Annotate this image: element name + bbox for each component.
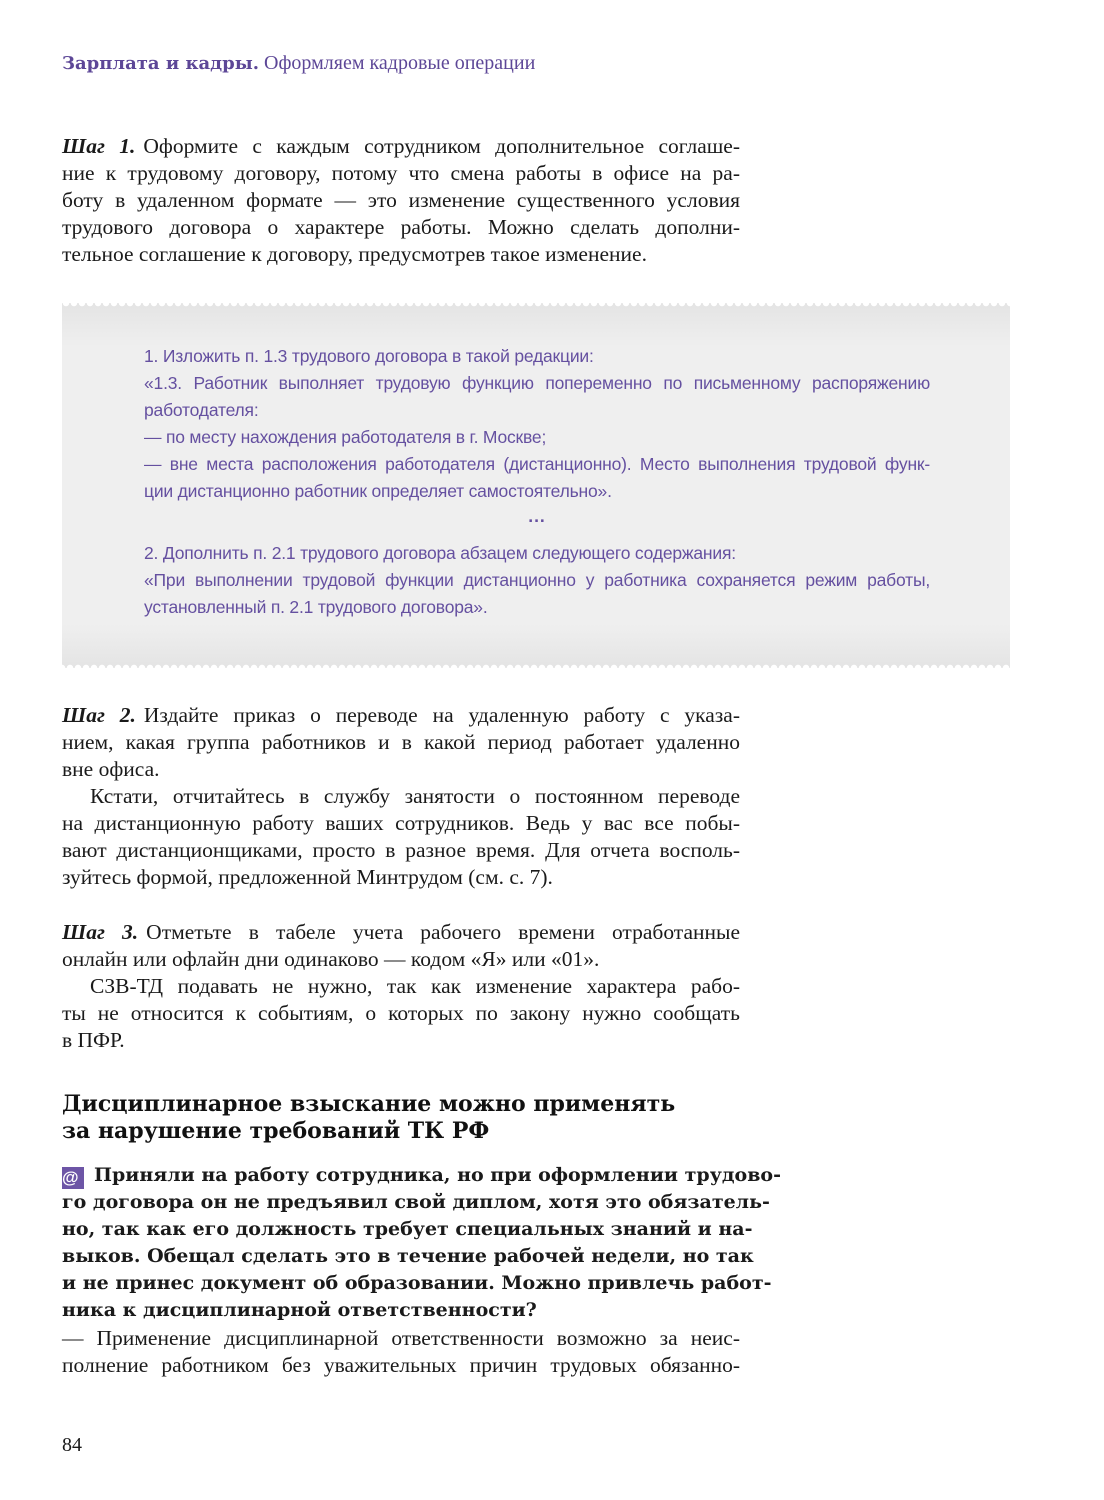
text-line: нием, какая группа работников и в какой период работает удаленно [62,730,740,754]
sample-line: 2. Дополнить п. 2.1 трудового договора абзацем следующего содержания: [144,543,736,563]
sample-line: «При выполнении трудовой функции дистанционно у работника сохраняется режим работы, [144,570,930,590]
text-line: СЗВ-ТД подавать не нужно, так как изменение характера рабо- [90,974,740,998]
text-line: вне офиса. [62,757,160,781]
section-heading [62,1091,675,1145]
answer-paragraph [62,1325,740,1379]
step1-paragraph [62,133,740,268]
text-line: боту в удаленном формате — это изменение существенного условия [62,188,740,212]
ellipsis: ... [528,506,546,526]
text-line: Отметьте в табеле учета рабочего времени отработанные [146,920,740,944]
sample-line: 1. Изложить п. 1.3 трудового договора в такой редакции: [144,346,594,366]
text-line: ты не относится к событиям, о которых по закону нужно сообщать [62,1001,740,1025]
sample-line: ции дистанционно работник определяет самостоятельно». [144,481,612,501]
text-line: но, так как его должность требует специальных знаний и на- [62,1218,753,1240]
text-line: на дистанционную работу ваших сотрудников. Ведь у вас все побы- [62,811,740,835]
heading-line: за нарушение требований ТК РФ [62,1118,490,1144]
chapter-title: Оформляем кадровые операции [264,52,536,74]
step-label: Шаг 1. [62,134,136,158]
text-line: тельное соглашение к договору, предусмотрев такое изменение. [62,242,647,266]
step3-paragraph [62,919,740,1054]
reader-question [62,1162,781,1324]
sample-line: — вне места расположения работодателя (дистанционно). Место выполнения трудовой функ- [144,454,930,474]
text-line: — Применение дисциплинарной ответственности возможно за неис- [62,1326,740,1350]
text-line: онлайн или офлайн дни одинаково — кодом «Я» или «01». [62,947,600,971]
text-line: Издайте приказ о переводе на удаленную работу с указа- [143,703,740,727]
page-number: 84 [62,1434,82,1456]
step-label: Шаг 2. [62,703,136,727]
text-line: и не принес документ об образовании. Можно привлечь работ- [62,1272,772,1294]
text-line: Приняли на работу сотрудника, но при оформлении трудово- [94,1164,781,1186]
sample-agreement-box [62,303,1010,668]
text-line: Оформите с каждым сотрудником дополнительное соглаше- [143,134,740,158]
email-at-icon: @ [62,1167,84,1189]
step-label: Шаг 3. [62,920,139,944]
running-header [62,52,535,75]
sample-line: работодателя: [144,400,259,420]
sample-line: установленный п. 2.1 трудового договора». [144,597,488,617]
text-line: выков. Обещал сделать это в течение рабочей недели, но так [62,1245,754,1267]
text-line: ника к дисциплинарной ответственности? [62,1299,537,1321]
text-line: в ПФР. [62,1028,125,1052]
sample-line: — по месту нахождения работодателя в г. Москве; [144,427,547,447]
section-name: Зарплата и кадры. [62,53,260,74]
text-line: полнение работником без уважительных причин трудовых обязанно- [62,1353,740,1377]
text-line: трудового договора о характере работы. Можно сделать дополни- [62,215,740,239]
text-line: зуйтесь формой, предложенной Минтрудом (см. с. 7). [62,865,553,889]
step2-paragraph [62,702,740,891]
sample-line: «1.3. Работник выполняет трудовую функцию попеременно по письменному распоряжению [144,373,930,393]
text-line: ние к трудовому договору, потому что смена работы в офисе на ра- [62,161,740,185]
text-line: го договора он не предъявил свой диплом, хотя это обязатель- [62,1191,770,1213]
text-line: вают дистанционщиками, просто в разное время. Для отчета восполь- [62,838,740,862]
text-line: Кстати, отчитайтесь в службу занятости о постоянном переводе [90,784,740,808]
heading-line: Дисциплинарное взыскание можно применять [62,1091,676,1117]
